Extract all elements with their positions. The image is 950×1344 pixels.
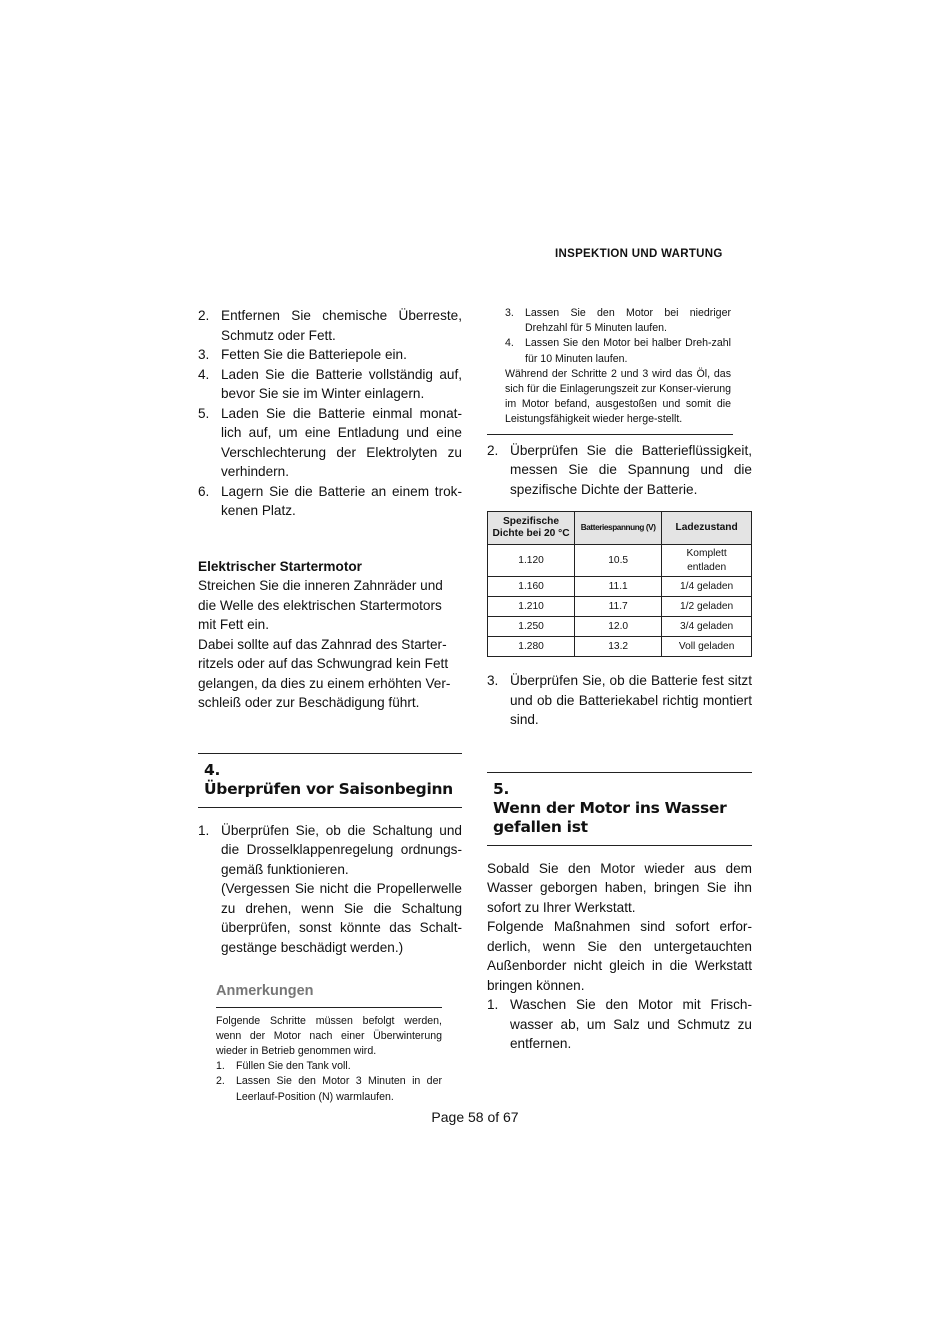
notes-divider [216, 1007, 442, 1008]
list-item: 1. Füllen Sie den Tank voll. [216, 1060, 351, 1073]
list-item: 3. Fetten Sie die Batteriepole ein. [198, 347, 407, 362]
table-cell: 1.250 [488, 617, 575, 637]
table-cell: 1.280 [488, 637, 575, 657]
battery-check-list [487, 441, 752, 500]
table-cell: 3/4 geladen [662, 617, 752, 637]
list-item: 6. Lagern Sie die Batterie an einem trok-kenen Platz. [198, 483, 462, 518]
section-4-heading: 4.Überprüfen vor Saisonbeginn [198, 753, 462, 808]
list-item: 4. Laden Sie die Batterie vollständig auf, bevor Sie sie im Winter einlagern. [198, 366, 462, 401]
list-item: 1. Überprüfen Sie, ob die Schaltung und die Drosselklappenregelung ordnungs-gemäß funktionieren. (Vergessen Sie nicht die Propellerwelle zu drehen, wenn Sie die Schaltung überprüfen, sonst könnte das Schalt-gestänge beschädigt werden.) [198, 822, 462, 955]
table-cell: 12.0 [575, 617, 662, 637]
table-cell: Voll geladen [662, 637, 752, 657]
table-row [488, 597, 752, 617]
right-column [487, 306, 752, 1054]
table-cell: 11.1 [575, 577, 662, 597]
battery-check-list-2 [487, 671, 752, 730]
table-cell: 1.210 [488, 597, 575, 617]
table-row [488, 637, 752, 657]
notes-paragraph: Während der Schritte 2 und 3 wird das Öl, das sich für die Einlagerungszeit zur Konser-vierung im Motor befand, ausgestoßen und somit die Leistungsfähigkeit wieder herge-stellt. [505, 367, 731, 426]
list-item: 3. Überprüfen Sie, ob die Batterie fest sitzt und ob die Batteriekabel richtig montiert sind. [487, 673, 752, 728]
list-item: 1. Waschen Sie den Motor mit Frisch-wasser ab, um Salz und Schmutz zu entfernen. [487, 997, 752, 1052]
table-cell: Komplett entladen [662, 545, 752, 577]
table-cell: 11.7 [575, 597, 662, 617]
notes-divider [487, 434, 733, 435]
list-item: 4. Lassen Sie den Motor bei halber Dreh-zahl für 10 Minuten laufen. [505, 337, 731, 365]
page-header: INSPEKTION UND WARTUNG [555, 248, 723, 260]
table-row [488, 545, 752, 577]
table-cell: 13.2 [575, 637, 662, 657]
notes-list [216, 1059, 442, 1105]
page-number: Page 58 of 67 [431, 1109, 519, 1125]
section-5-paragraph-1: Sobald Sie den Motor wieder aus dem Wasser geborgen haben, bringen Sie ihn sofort zu Ihrer Werkstatt. [487, 860, 752, 915]
section-5-paragraph-2: Folgende Maßnahmen sind sofort erfor-derlich, wenn Sie den untergetauchten Außenborder nicht gleich in die Werkstatt bringen können. [487, 919, 752, 993]
notes-intro: Folgende Schritte müssen befolgt werden, wenn der Motor nach einer Überwinterung wieder in Betrieb genommen wird. [216, 1014, 442, 1057]
table-row [488, 577, 752, 597]
list-item: 2. Lassen Sie den Motor 3 Minuten in der Leerlauf-Position (N) warmlaufen. [216, 1075, 442, 1103]
table-cell: 1.120 [488, 545, 575, 577]
list-item: 5. Laden Sie die Batterie einmal monat-lich auf, um eine Entladung und eine Verschlechterung der Elektrolyten zu verhindern. [198, 405, 462, 479]
table-header: Batteriespannung (V) [575, 512, 662, 545]
notes-continued [505, 306, 731, 428]
list-item: 2. Überprüfen Sie die Batterieflüssigkeit, messen Sie die Spannung und die spezifische Dichte der Batterie. [487, 442, 752, 497]
table-cell: 1/4 geladen [662, 577, 752, 597]
table-header: Ladezustand [662, 512, 752, 545]
section-4-list [198, 821, 462, 958]
section-5-heading: 5.Wenn der Motor ins Wasser gefallen ist [487, 772, 752, 846]
starter-heading: Elektrischer Startermotor [198, 558, 362, 574]
table-cell: 1.160 [488, 577, 575, 597]
left-column [198, 306, 462, 1105]
table-cell: 10.5 [575, 545, 662, 577]
battery-steps-list [198, 306, 462, 521]
table-header-row [488, 512, 752, 545]
notes-title: Anmerkungen [216, 983, 314, 999]
table-cell: 1/2 geladen [662, 597, 752, 617]
notes-body [216, 1014, 442, 1105]
list-item: 2. Entfernen Sie chemische Überreste, Schmutz oder Fett. [198, 308, 462, 343]
table-header: Spezifische Dichte bei 20 °C [488, 512, 575, 545]
battery-table [487, 511, 752, 657]
starter-paragraph-1: Streichen Sie die inneren Zahnräder und die Welle des elektrischen Startermotors mit Fett ein. [198, 578, 443, 632]
section-5-list [487, 995, 752, 1054]
list-item: 3. Lassen Sie den Motor bei niedriger Drehzahl für 5 Minuten laufen. [505, 307, 731, 335]
table-row [488, 617, 752, 637]
notes-list-continued [505, 306, 731, 367]
starter-paragraph-2: Dabei sollte auf das Zahnrad des Starter-ritzels oder auf das Schwungrad kein Fett gelangen, da dies zu einem erhöhten Ver-schleiß oder zur Beschädigung führt. [198, 636, 451, 710]
